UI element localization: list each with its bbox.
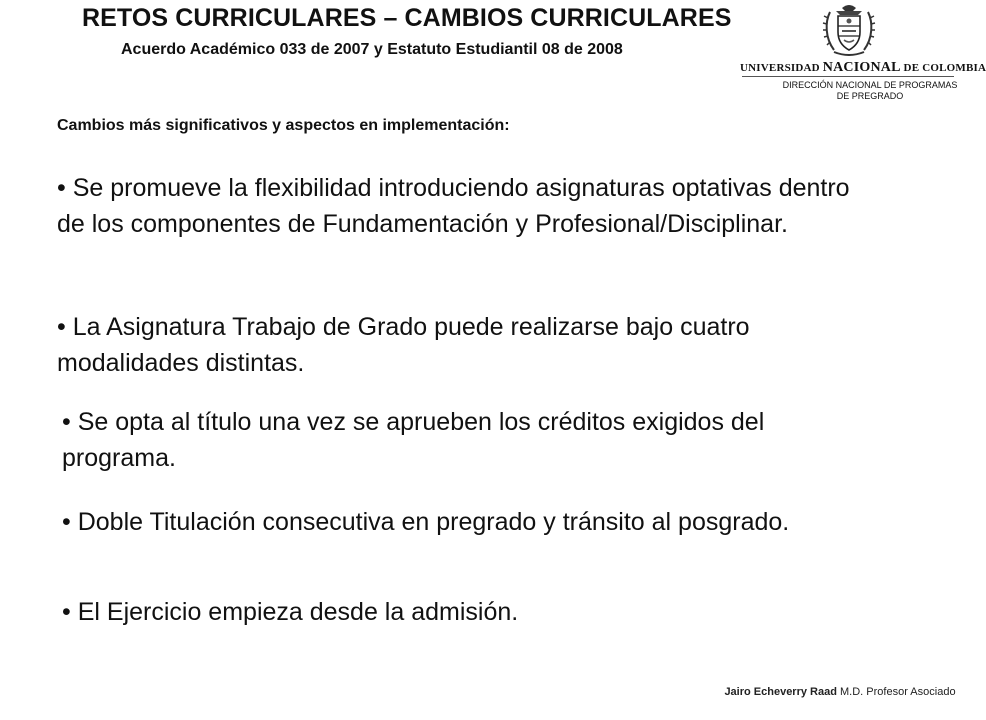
bullet-item — [62, 594, 882, 630]
slide-title: RETOS CURRICULARES – CAMBIOS CURRICULARES — [82, 4, 732, 32]
bullet-dot: • — [57, 174, 66, 202]
bullet-text: Se opta al título una vez se aprueben los créditos exigidos del programa. — [62, 408, 765, 472]
bullet-text: La Asignatura Trabajo de Grado puede realizarse bajo cuatro modalidades distintas. — [57, 313, 750, 377]
bullet-text: Se promueve la flexibilidad introduciendo asignaturas optativas dentro de los componentes de Fundamentación y Profesional/Disciplinar. — [57, 174, 850, 238]
bullet-item — [57, 309, 877, 381]
bullet-item — [57, 170, 877, 242]
bullet-dot: • — [62, 408, 71, 436]
slide-subtitle: Acuerdo Académico 033 de 2007 y Estatuto Estudiantil 08 de 2008 — [121, 41, 623, 58]
university-name — [740, 60, 986, 76]
university-name-prefix: UNIVERSIDAD — [740, 62, 823, 74]
logo-divider — [742, 76, 954, 77]
footer-author: Jairo Echeverry Raad — [724, 686, 837, 698]
footer-credentials: M.D. Profesor Asociado — [836, 686, 956, 698]
bullet-item — [62, 404, 882, 476]
university-crest-icon — [822, 2, 876, 58]
bullet-item — [62, 504, 882, 540]
bullet-text: Doble Titulación consecutiva en pregrado y tránsito al posgrado. — [77, 508, 790, 536]
bullet-dot: • — [62, 508, 71, 536]
bullet-dot: • — [57, 313, 66, 341]
bullet-dot: • — [62, 598, 71, 626]
university-name-suffix: DE COLOMBIA — [900, 62, 986, 74]
university-name-main: NACIONAL — [822, 60, 901, 75]
section-heading: Cambios más significativos y aspectos en implementación: — [57, 117, 510, 134]
university-logo — [740, 0, 986, 120]
department-name: DIRECCIÓN NACIONAL DE PROGRAMAS DE PREGRADO — [782, 80, 958, 101]
bullet-text: El Ejercicio empieza desde la admisión. — [77, 598, 519, 626]
footer-credit — [720, 685, 960, 699]
